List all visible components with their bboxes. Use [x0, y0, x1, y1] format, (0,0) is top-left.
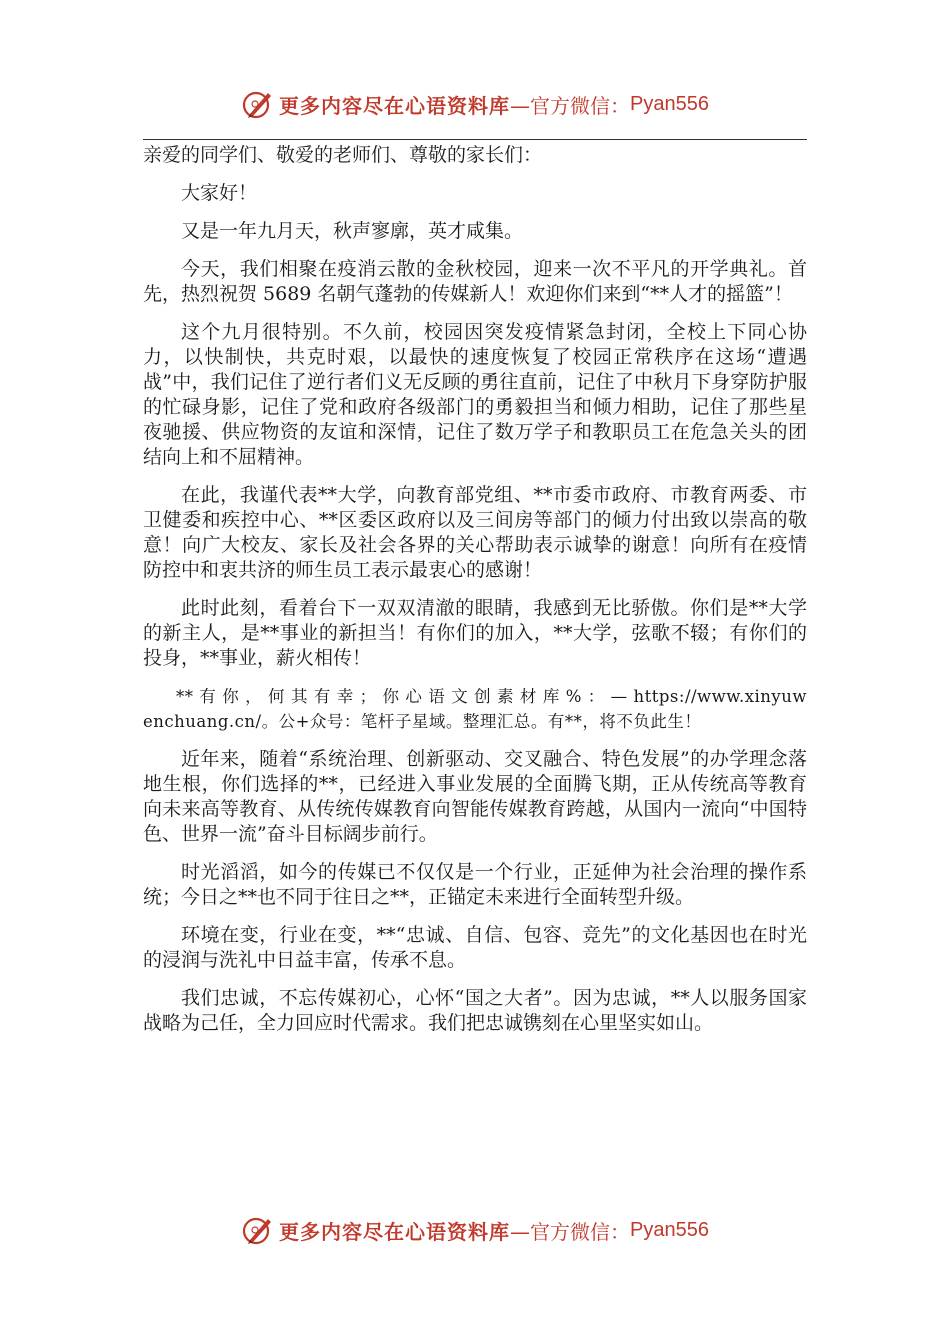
paragraph: 在此，我谨代表**大学，向教育部党组、**市委市政府、市教育两委、市卫健委和疾控中心、**区委区政府以及三间房等部门的倾力付出致以崇高的敬意！向广大校友、家长及社会各界的关心帮助表示诚挚的谢意！向所有在疫情防控中和衷共济的师生员工表示最衷心的感谢！ [143, 484, 807, 581]
footer-banner-separator: —官方微信： [510, 1219, 631, 1244]
footer-banner-wechat-id: Pyan556 [630, 1218, 709, 1241]
paragraph: 今天，我们相聚在疫消云散的金秋校园，迎来一次不平凡的开学典礼。首先，热烈祝贺 5689 名朝气蓬勃的传媒新人！欢迎你们来到“**人才的摇篮”！ [143, 258, 807, 305]
header-divider [143, 139, 807, 140]
footer-banner [0, 1210, 950, 1250]
salutation: 亲爱的同学们、敬爱的老师们、尊敬的家长们： [143, 144, 543, 166]
paragraph: 环境在变，行业在变，**“忠诚、自信、包容、竞先”的文化基因也在时光的浸润与洗礼中日益丰富，传承不息。 [143, 924, 807, 971]
pen-logo-icon [241, 1213, 275, 1247]
paragraph: 我们忠诚，不忘传媒初心，心怀“国之大者”。因为忠诚，**人以服务国家战略为己任，全力回应时代需求。我们把忠诚镌刻在心里坚实如山。 [143, 987, 807, 1034]
paragraph: 这个九月很特别。不久前，校园因突发疫情紧急封闭，全校上下同心协力，以快制快，共克时艰，以最快的速度恢复了校园正常秩序在这场“遭遇战”中，我们记住了逆行者们义无反顾的勇往直前，记住了中秋月下身穿防护服的忙碌身影，记住了党和政府各级部门的勇毅担当和倾力相助，记住了那些星夜驰援、供应物资的友谊和深情，记住了数万学子和教职员工在危急关头的团结向上和不屈精神。 [143, 321, 807, 468]
paragraph: 又是一年九月天，秋声寥廓，英才咸集。 [181, 220, 524, 242]
header-banner-wechat-id: Pyan556 [630, 92, 709, 115]
header-banner [0, 84, 950, 124]
footer-banner-title: 更多内容尽在心语资料库 [279, 1219, 511, 1244]
paragraph: 近年来，随着“系统治理、创新驱动、交叉融合、特色发展”的办学理念落地生根，你们选择的**，已经进入事业发展的全面腾飞期，正从传统高等教育向未来高等教育、从传统传媒教育向智能传媒教育跨越，从国内一流向“中国特色、世界一流”奋斗目标阔步前行。 [143, 748, 807, 845]
pen-logo-icon [241, 87, 275, 121]
paragraph: 时光滔滔，如今的传媒已不仅仅是一个行业，正延伸为社会治理的操作系统；今日之**也不同于往日之**，正锚定未来进行全面转型升级。 [143, 861, 807, 908]
paragraph: 此时此刻，看着台下一双双清澈的眼睛，我感到无比骄傲。你们是**大学的新主人，是**事业的新担当！有你们的加入，**大学，弦歌不辍；有你们的投身，**事业，薪火相传！ [143, 597, 807, 669]
document-body [143, 143, 807, 1049]
header-banner-separator: —官方微信： [510, 93, 631, 118]
source-note-paragraph: ** 有 你 ， 何 其 有 幸 ； 你 心 语 文 创 素 材 库 % ： — https://www.xinyuwenchuang.cn/。公+众号：笔杆子星域。整理汇总。有**，将不负此生！ [143, 687, 807, 731]
paragraph: 大家好！ [181, 182, 258, 204]
header-banner-title: 更多内容尽在心语资料库 [279, 93, 511, 118]
